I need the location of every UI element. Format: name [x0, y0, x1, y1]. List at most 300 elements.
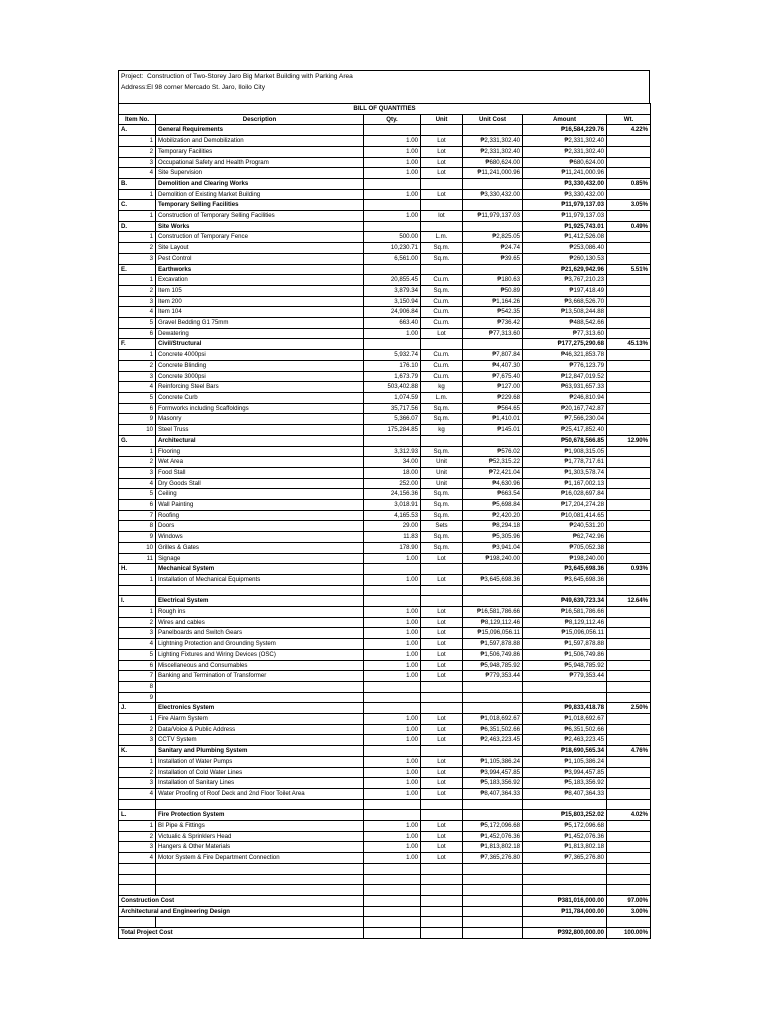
project-header — [118, 70, 650, 103]
section-row — [119, 746, 651, 757]
qty-cell — [364, 917, 421, 928]
description-cell: CCTV System — [156, 735, 364, 746]
description-cell: Concrete Curb — [156, 392, 364, 403]
description-cell: Banking and Termination of Transformer — [156, 671, 364, 682]
weight-cell: 5.51% — [607, 264, 651, 275]
description-cell: Lighting Fixtures and Wiring Devices (OSC) — [156, 649, 364, 660]
item-no-cell: 11 — [119, 553, 156, 564]
qty-cell: 1.00 — [364, 617, 421, 628]
empty-cell — [463, 895, 523, 906]
table-row — [119, 403, 651, 414]
qty-cell: 1.00 — [364, 660, 421, 671]
weight-cell — [607, 607, 651, 618]
total-label-cell: Architectural and Engineering Design — [119, 906, 364, 917]
weight-cell — [607, 874, 651, 885]
unit-cell: Lot — [421, 649, 463, 660]
amount-cell: ₱240,531.20 — [523, 521, 607, 532]
total-amount-cell: ₱392,800,000.00 — [523, 928, 607, 939]
item-no-cell: A. — [119, 125, 156, 136]
unit-cell: L.m. — [421, 232, 463, 243]
amount-cell: ₱50,678,566.85 — [523, 435, 607, 446]
unit-cost-cell: ₱779,353.44 — [463, 671, 523, 682]
unit-cell — [421, 264, 463, 275]
qty-cell — [364, 703, 421, 714]
qty-cell — [364, 221, 421, 232]
description-cell: Wall Painting — [156, 500, 364, 511]
weight-cell — [607, 168, 651, 179]
unit-cell: Lot — [421, 574, 463, 585]
qty-cell: 11.83 — [364, 532, 421, 543]
description-cell: Hangers & Other Materials — [156, 842, 364, 853]
item-no-cell — [119, 917, 156, 928]
unit-cost-cell — [463, 885, 523, 896]
unit-cost-cell: ₱4,630.96 — [463, 478, 523, 489]
weight-cell — [607, 885, 651, 896]
item-no-cell: 1 — [119, 211, 156, 222]
item-no-cell: 1 — [119, 756, 156, 767]
unit-cost-cell — [463, 178, 523, 189]
description-cell: Dry Goods Stall — [156, 478, 364, 489]
unit-cost-cell: ₱2,331,302.40 — [463, 146, 523, 157]
item-no-cell: 2 — [119, 831, 156, 842]
weight-cell — [607, 617, 651, 628]
section-row — [119, 221, 651, 232]
amount-cell: ₱177,275,290.68 — [523, 339, 607, 350]
description-cell: Occupational Safety and Health Program — [156, 157, 364, 168]
unit-cell: kg — [421, 425, 463, 436]
qty-cell: 252.00 — [364, 478, 421, 489]
amount-cell — [523, 585, 607, 596]
unit-cost-cell: ₱39.65 — [463, 253, 523, 264]
description-cell: Miscellaneous and Consumables — [156, 660, 364, 671]
amount-cell: ₱10,081,414.65 — [523, 510, 607, 521]
item-no-cell: 3 — [119, 842, 156, 853]
amount-cell: ₱246,810.94 — [523, 392, 607, 403]
item-no-cell: E. — [119, 264, 156, 275]
qty-cell: 1.00 — [364, 146, 421, 157]
unit-cell: Lot — [421, 168, 463, 179]
unit-cell: Lot — [421, 735, 463, 746]
qty-cell: 176.10 — [364, 360, 421, 371]
description-cell: Data/Voice & Public Address — [156, 724, 364, 735]
weight-cell: 2.50% — [607, 703, 651, 714]
qty-cell: 1.00 — [364, 136, 421, 147]
amount-cell: ₱3,645,698.36 — [523, 574, 607, 585]
amount-cell — [523, 799, 607, 810]
unit-cell — [421, 564, 463, 575]
description-cell: Site Layout — [156, 243, 364, 254]
amount-cell: ₱1,105,386.24 — [523, 756, 607, 767]
item-no-cell: 5 — [119, 649, 156, 660]
section-row — [119, 810, 651, 821]
qty-cell: 3,879.34 — [364, 285, 421, 296]
table-title: BILL OF QUANTITIES — [119, 104, 651, 115]
unit-cost-cell — [463, 692, 523, 703]
description-cell: Site Supervision — [156, 168, 364, 179]
header-amount: Amount — [523, 114, 607, 125]
description-cell: Concrete Blinding — [156, 360, 364, 371]
unit-cost-cell — [463, 681, 523, 692]
section-row — [119, 596, 651, 607]
item-no-cell: 8 — [119, 521, 156, 532]
table-row — [119, 285, 651, 296]
unit-cost-cell: ₱2,420.20 — [463, 510, 523, 521]
amount-cell: ₱2,331,302.40 — [523, 146, 607, 157]
amount-cell: ₱16,584,229.76 — [523, 125, 607, 136]
description-cell: Windows — [156, 532, 364, 543]
amount-cell: ₱11,979,137.03 — [523, 211, 607, 222]
qty-cell: 4,165.53 — [364, 510, 421, 521]
qty-cell — [364, 339, 421, 350]
description-cell: BI Pipe & Fittings — [156, 821, 364, 832]
amount-cell: ₱46,321,853.78 — [523, 350, 607, 361]
amount-cell: ₱5,183,356.92 — [523, 778, 607, 789]
weight-cell — [607, 500, 651, 511]
amount-cell: ₱197,418.49 — [523, 285, 607, 296]
description-cell — [156, 681, 364, 692]
table-row — [119, 489, 651, 500]
qty-cell: 178.90 — [364, 542, 421, 553]
amount-cell: ₱21,629,942.96 — [523, 264, 607, 275]
qty-cell — [364, 596, 421, 607]
weight-cell — [607, 189, 651, 200]
header-qty: Qty. — [364, 114, 421, 125]
qty-cell: 3,018.91 — [364, 500, 421, 511]
header-unit: Unit — [421, 114, 463, 125]
amount-cell: ₱1,412,526.08 — [523, 232, 607, 243]
unit-cost-cell — [463, 596, 523, 607]
unit-cost-cell: ₱1,813,802.18 — [463, 842, 523, 853]
unit-cost-cell: ₱542.35 — [463, 307, 523, 318]
unit-cost-cell — [463, 339, 523, 350]
table-row — [119, 392, 651, 403]
qty-cell: 24,156.36 — [364, 489, 421, 500]
section-row — [119, 435, 651, 446]
weight-cell — [607, 307, 651, 318]
unit-cell — [421, 178, 463, 189]
table-row — [119, 617, 651, 628]
table-row — [119, 831, 651, 842]
description-cell: Food Stall — [156, 467, 364, 478]
qty-cell: 1.00 — [364, 756, 421, 767]
qty-cell: 175,284.85 — [364, 425, 421, 436]
description-cell: Roofing — [156, 510, 364, 521]
qty-cell — [364, 681, 421, 692]
total-label-cell: Total Project Cost — [119, 928, 364, 939]
amount-cell — [523, 692, 607, 703]
weight-cell — [607, 275, 651, 286]
amount-cell: ₱3,330,432.00 — [523, 189, 607, 200]
description-cell: Grilles & Gates — [156, 542, 364, 553]
item-no-cell: 9 — [119, 692, 156, 703]
header-unit-cost: Unit Cost — [463, 114, 523, 125]
blank-row — [119, 585, 651, 596]
table-row — [119, 681, 651, 692]
qty-cell: 1.00 — [364, 821, 421, 832]
empty-cell — [364, 928, 421, 939]
item-no-cell: 3 — [119, 253, 156, 264]
amount-cell: ₱8,407,364.33 — [523, 788, 607, 799]
unit-cell: Unit — [421, 478, 463, 489]
item-no-cell: G. — [119, 435, 156, 446]
description-cell: Sanitary and Plumbing System — [156, 746, 364, 757]
bill-of-quantities-sheet — [118, 70, 650, 939]
header-description: Description — [156, 114, 364, 125]
amount-cell: ₱3,767,210.23 — [523, 275, 607, 286]
unit-cost-cell: ₱2,331,302.40 — [463, 136, 523, 147]
qty-cell — [364, 885, 421, 896]
weight-cell — [607, 767, 651, 778]
item-no-cell: 1 — [119, 275, 156, 286]
blank-row — [119, 799, 651, 810]
weight-cell — [607, 756, 651, 767]
unit-cost-cell: ₱3,330,432.00 — [463, 189, 523, 200]
table-row — [119, 136, 651, 147]
table-row — [119, 574, 651, 585]
weight-cell: 4.76% — [607, 746, 651, 757]
description-cell: Motor System & Fire Department Connection — [156, 853, 364, 864]
table-row — [119, 639, 651, 650]
unit-cost-cell: ₱5,948,785.92 — [463, 660, 523, 671]
unit-cell: Lot — [421, 853, 463, 864]
unit-cell: Sq.m. — [421, 500, 463, 511]
item-no-cell: L. — [119, 810, 156, 821]
unit-cost-cell: ₱7,675.40 — [463, 371, 523, 382]
unit-cost-cell: ₱52,315.22 — [463, 457, 523, 468]
blank-row — [119, 885, 651, 896]
weight-cell — [607, 574, 651, 585]
unit-cost-cell: ₱1,164.26 — [463, 296, 523, 307]
unit-cost-cell: ₱5,305.96 — [463, 532, 523, 543]
address-label: Address: — [121, 84, 148, 91]
amount-cell: ₱13,508,244.88 — [523, 307, 607, 318]
table-row — [119, 382, 651, 393]
weight-cell — [607, 360, 651, 371]
table-row — [119, 168, 651, 179]
qty-cell: 1.00 — [364, 714, 421, 725]
unit-cell — [421, 596, 463, 607]
weight-cell: 12.90% — [607, 435, 651, 446]
unit-cost-cell: ₱2,825.05 — [463, 232, 523, 243]
unit-cost-cell: ₱6,351,502.66 — [463, 724, 523, 735]
qty-cell: 5,366.07 — [364, 414, 421, 425]
section-row — [119, 200, 651, 211]
unit-cell: Lot — [421, 660, 463, 671]
amount-cell: ₱705,052.38 — [523, 542, 607, 553]
description-cell: Demolition of Existing Market Building — [156, 189, 364, 200]
unit-cost-cell: ₱8,294.18 — [463, 521, 523, 532]
amount-cell: ₱7,365,276.80 — [523, 853, 607, 864]
unit-cost-cell: ₱1,506,749.86 — [463, 649, 523, 660]
table-row — [119, 425, 651, 436]
unit-cell: Lot — [421, 724, 463, 735]
amount-cell: ₱25,417,852.40 — [523, 425, 607, 436]
qty-cell: 1.00 — [364, 639, 421, 650]
unit-cell: Lot — [421, 639, 463, 650]
boq-table — [118, 103, 651, 939]
description-cell: Fire Alarm System — [156, 714, 364, 725]
item-no-cell: 4 — [119, 788, 156, 799]
blank-row — [119, 917, 651, 928]
amount-cell: ₱3,330,432.00 — [523, 178, 607, 189]
unit-cell: Sq.m. — [421, 253, 463, 264]
table-row — [119, 457, 651, 468]
weight-cell: 0.85% — [607, 178, 651, 189]
unit-cell: Sq.m. — [421, 414, 463, 425]
weight-cell — [607, 285, 651, 296]
qty-cell: 1.00 — [364, 649, 421, 660]
weight-cell — [607, 660, 651, 671]
section-row — [119, 564, 651, 575]
unit-cell: Lot — [421, 842, 463, 853]
unit-cost-cell: ₱5,172,096.68 — [463, 821, 523, 832]
item-no-cell: 9 — [119, 532, 156, 543]
empty-cell — [421, 906, 463, 917]
weight-cell — [607, 585, 651, 596]
unit-cost-cell — [463, 863, 523, 874]
unit-cell: Lot — [421, 788, 463, 799]
description-cell: Construction of Temporary Fence — [156, 232, 364, 243]
description-cell: Steel Truss — [156, 425, 364, 436]
weight-cell — [607, 917, 651, 928]
description-cell: Doors — [156, 521, 364, 532]
unit-cost-cell: ₱5,698.84 — [463, 500, 523, 511]
table-row — [119, 649, 651, 660]
table-row — [119, 821, 651, 832]
qty-cell: 1,074.59 — [364, 392, 421, 403]
description-cell: Site Works — [156, 221, 364, 232]
section-row — [119, 703, 651, 714]
unit-cost-cell: ₱1,105,386.24 — [463, 756, 523, 767]
weight-cell — [607, 842, 651, 853]
unit-cost-cell: ₱4,407.30 — [463, 360, 523, 371]
total-amount-cell: ₱381,016,000.00 — [523, 895, 607, 906]
item-no-cell — [119, 799, 156, 810]
unit-cell — [421, 585, 463, 596]
description-cell: Victualic & Sprinklers Head — [156, 831, 364, 842]
table-row — [119, 607, 651, 618]
weight-cell — [607, 157, 651, 168]
unit-cost-cell: ₱564.65 — [463, 403, 523, 414]
qty-cell: 1.00 — [364, 831, 421, 842]
weight-cell — [607, 328, 651, 339]
item-no-cell: 1 — [119, 714, 156, 725]
unit-cell: Sq.m. — [421, 542, 463, 553]
table-row — [119, 478, 651, 489]
amount-cell: ₱63,931,657.33 — [523, 382, 607, 393]
item-no-cell: 4 — [119, 382, 156, 393]
item-no-cell: 4 — [119, 478, 156, 489]
unit-cell — [421, 746, 463, 757]
table-row — [119, 853, 651, 864]
qty-cell: 34.00 — [364, 457, 421, 468]
item-no-cell: 8 — [119, 681, 156, 692]
weight-cell — [607, 446, 651, 457]
qty-cell: 1.00 — [364, 553, 421, 564]
unit-cell: Lot — [421, 617, 463, 628]
amount-cell: ₱253,086.40 — [523, 243, 607, 254]
description-cell: Installation of Sanitary Lines — [156, 778, 364, 789]
table-row — [119, 146, 651, 157]
amount-cell: ₱5,172,096.68 — [523, 821, 607, 832]
qty-cell — [364, 264, 421, 275]
table-row — [119, 714, 651, 725]
unit-cost-cell: ₱1,410.01 — [463, 414, 523, 425]
table-row — [119, 232, 651, 243]
table-row — [119, 253, 651, 264]
weight-cell — [607, 692, 651, 703]
unit-cell: Unit — [421, 457, 463, 468]
description-cell: General Requirements — [156, 125, 364, 136]
weight-cell — [607, 863, 651, 874]
unit-cost-cell: ₱180.63 — [463, 275, 523, 286]
item-no-cell: 4 — [119, 168, 156, 179]
description-cell — [156, 917, 364, 928]
qty-cell — [364, 125, 421, 136]
unit-cost-cell — [463, 125, 523, 136]
unit-cell — [421, 125, 463, 136]
qty-cell: 1.00 — [364, 628, 421, 639]
amount-cell: ₱1,908,315.05 — [523, 446, 607, 457]
weight-cell — [607, 521, 651, 532]
unit-cost-cell: ₱5,183,356.92 — [463, 778, 523, 789]
qty-cell — [364, 178, 421, 189]
table-row — [119, 532, 651, 543]
unit-cell — [421, 435, 463, 446]
amount-cell: ₱1,018,692.67 — [523, 714, 607, 725]
weight-cell — [607, 232, 651, 243]
item-no-cell: F. — [119, 339, 156, 350]
weight-cell — [607, 510, 651, 521]
unit-cost-cell: ₱2,463,223.45 — [463, 735, 523, 746]
qty-cell: 1.00 — [364, 778, 421, 789]
unit-cost-cell: ₱24.74 — [463, 243, 523, 254]
table-row — [119, 446, 651, 457]
item-no-cell: 7 — [119, 510, 156, 521]
total-amount-cell: ₱11,784,000.00 — [523, 906, 607, 917]
unit-cost-cell — [463, 810, 523, 821]
section-row — [119, 178, 651, 189]
unit-cost-cell: ₱3,994,457.85 — [463, 767, 523, 778]
weight-cell — [607, 253, 651, 264]
unit-cost-cell: ₱736.42 — [463, 318, 523, 329]
table-row — [119, 735, 651, 746]
weight-cell — [607, 788, 651, 799]
weight-cell — [607, 425, 651, 436]
table-row — [119, 467, 651, 478]
weight-cell — [607, 467, 651, 478]
table-row — [119, 788, 651, 799]
unit-cell: Unit — [421, 467, 463, 478]
unit-cost-cell: ₱1,018,692.67 — [463, 714, 523, 725]
item-no-cell: J. — [119, 703, 156, 714]
weight-cell — [607, 532, 651, 543]
weight-cell — [607, 296, 651, 307]
amount-cell: ₱1,925,743.01 — [523, 221, 607, 232]
qty-cell: 1.00 — [364, 189, 421, 200]
amount-cell: ₱1,506,749.86 — [523, 649, 607, 660]
unit-cell: Cu.m. — [421, 307, 463, 318]
table-row — [119, 671, 651, 682]
unit-cost-cell — [463, 746, 523, 757]
amount-cell: ₱1,778,717.61 — [523, 457, 607, 468]
empty-cell — [364, 906, 421, 917]
table-row — [119, 778, 651, 789]
item-no-cell: 1 — [119, 136, 156, 147]
unit-cell: Lot — [421, 831, 463, 842]
unit-cell: Lot — [421, 136, 463, 147]
unit-cell: L.m. — [421, 392, 463, 403]
